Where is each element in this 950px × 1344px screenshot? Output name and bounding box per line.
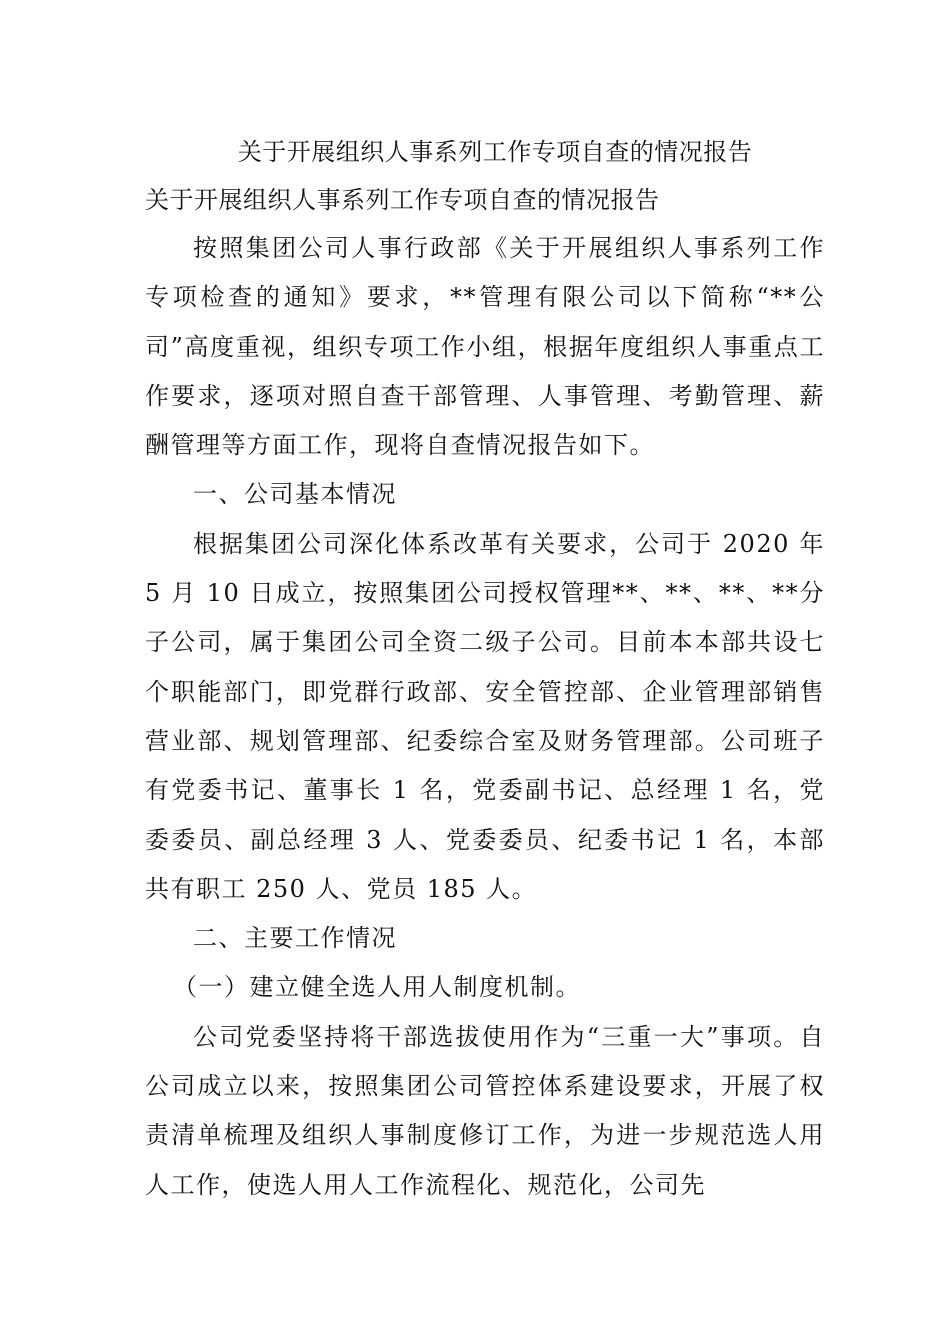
section-1-heading: 一、公司基本情况	[193, 480, 397, 509]
section-2-heading: 二、主要工作情况	[193, 924, 397, 953]
document-subtitle: 关于开展组织人事系列工作专项自查的情况报告	[145, 186, 660, 214]
section-2-subheading-1: （一）建立健全选人用人制度机制。	[173, 973, 581, 1002]
document-body	[145, 128, 825, 1210]
section-2-paragraph: 公司党委坚持将干部选拔使用作为“三重一大”事项。自公司成立以来，按照集团公司管控体系建设要求，开展了权责清单梳理及组织人事制度修订工作，为进一步规范选人用人工作，使选人用人工作流程化、规范化，公司先	[145, 1022, 825, 1199]
section-1-paragraph: 根据集团公司深化体系改革有关要求，公司于 2020 年 5 月 10 日成立，按照集团公司授权管理**、**、**、**分子公司，属于集团公司全资二级子公司。目前本本部共设七个职能部门，即党群行政部、安全管控部、企业管理部销售营业部、规划管理部、纪委综合室及财务管理部。公司班子有党委书记、董事长 1 名，党委副书记、总经理 1 名，党委委员、副总经理 3 人、党委委员、纪委书记 1 名，本部共有职工 250 人、党员 185 人。	[145, 529, 825, 903]
document-title: 关于开展组织人事系列工作专项自查的情况报告	[237, 138, 753, 166]
intro-paragraph: 按照集团公司人事行政部《关于开展组织人事系列工作专项检查的通知》要求，**管理有限公司以下简称“**公司”高度重视，组织专项工作小组，根据年度组织人事重点工作要求，逐项对照自查干部管理、人事管理、考勤管理、薪酬管理等方面工作，现将自查情况报告如下。	[145, 234, 825, 460]
